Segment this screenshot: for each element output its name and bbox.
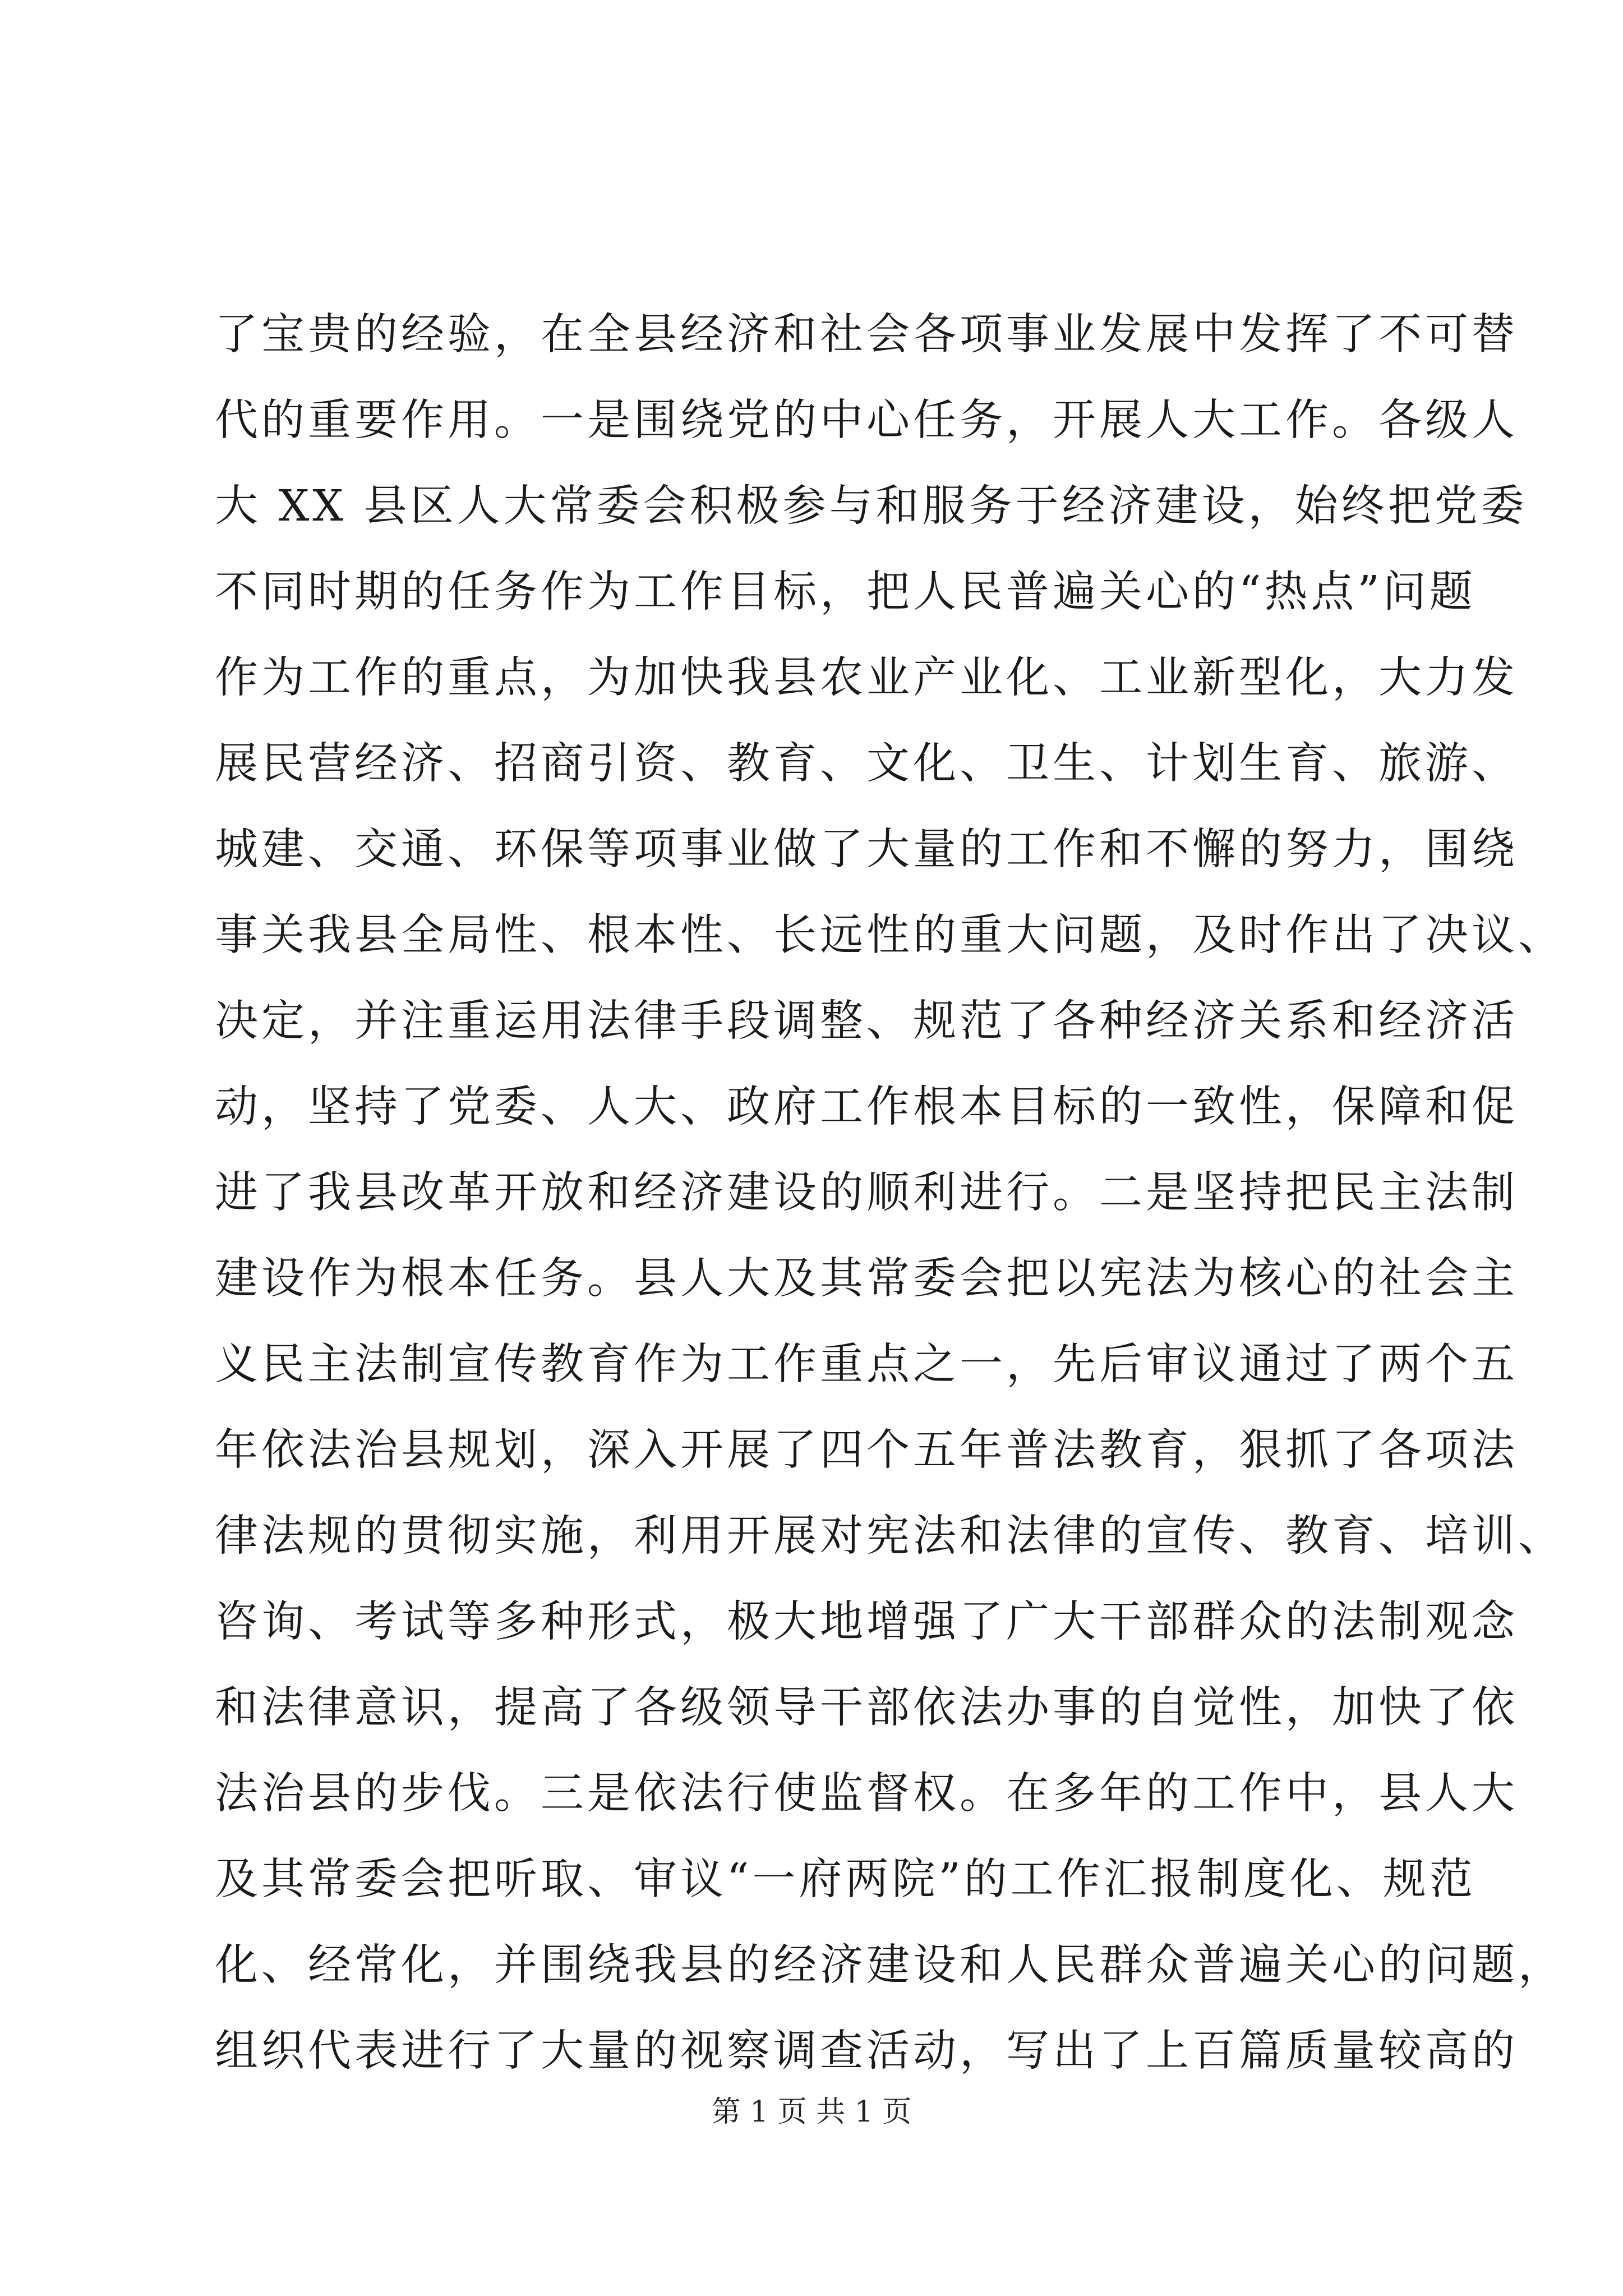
text-line-3: 大 XX 县区人大常委会积极参与和服务于经济建设，始终把党委 [215, 481, 1528, 531]
text-line-14: 年依法治县规划，深入开展了四个五年普法教育，狠抓了各项法 [215, 1425, 1518, 1475]
text-line-5: 作为工作的重点，为加快我县农业产业化、工业新型化，大力发 [215, 653, 1518, 703]
page-number-footer: 第 1 页 共 1 页 [711, 2095, 912, 2129]
text-line-15: 律法规的贯彻实施，利用开展对宪法和法律的宣传、教育、培训、 [215, 1511, 1565, 1561]
text-line-2: 代的重要作用。一是围绕党的中心任务，开展人大工作。各级人 [215, 395, 1518, 445]
text-line-17: 和法律意识，提高了各级领导干部依法办事的自觉性，加快了依 [215, 1683, 1518, 1733]
body-text [215, 292, 1565, 2094]
text-line-18: 法治县的步伐。三是依法行使监督权。在多年的工作中，县人大 [215, 1769, 1518, 1819]
text-line-13: 义民主法制宣传教育作为工作重点之一，先后审议通过了两个五 [215, 1340, 1518, 1389]
text-line-1: 了宝贵的经验，在全县经济和社会各项事业发展中发挥了不可替 [215, 310, 1518, 360]
text-line-19: 及其常委会把听取、审议“一府两院”的工作汇报制度化、规范 [215, 1855, 1476, 1904]
text-line-9: 决定，并注重运用法律手段调整、规范了各种经济关系和经济活 [215, 996, 1518, 1046]
text-line-12: 建设作为根本任务。县人大及其常委会把以宪法为核心的社会主 [215, 1254, 1518, 1304]
text-line-21: 组织代表进行了大量的视察调查活动，写出了上百篇质量较高的 [215, 2026, 1518, 2076]
text-line-20: 化、经常化，并围绕我县的经济建设和人民群众普遍关心的问题， [215, 1940, 1565, 1990]
text-line-10: 动，坚持了党委、人大、政府工作根本目标的一致性，保障和促 [215, 1082, 1518, 1132]
text-line-8: 事关我县全局性、根本性、长远性的重大问题，及时作出了决议、 [215, 910, 1565, 960]
text-line-4: 不同时期的任务作为工作目标，把人民普遍关心的“热点”问题 [215, 567, 1476, 617]
text-line-11: 进了我县改革开放和经济建设的顺利进行。二是坚持把民主法制 [215, 1168, 1518, 1218]
text-line-7: 城建、交通、环保等项事业做了大量的工作和不懈的努力，围绕 [215, 825, 1518, 875]
text-line-16: 咨询、考试等多种形式，极大地增强了广大干部群众的法制观念 [215, 1597, 1518, 1647]
text-line-6: 展民营经济、招商引资、教育、文化、卫生、计划生育、旅游、 [215, 739, 1518, 789]
